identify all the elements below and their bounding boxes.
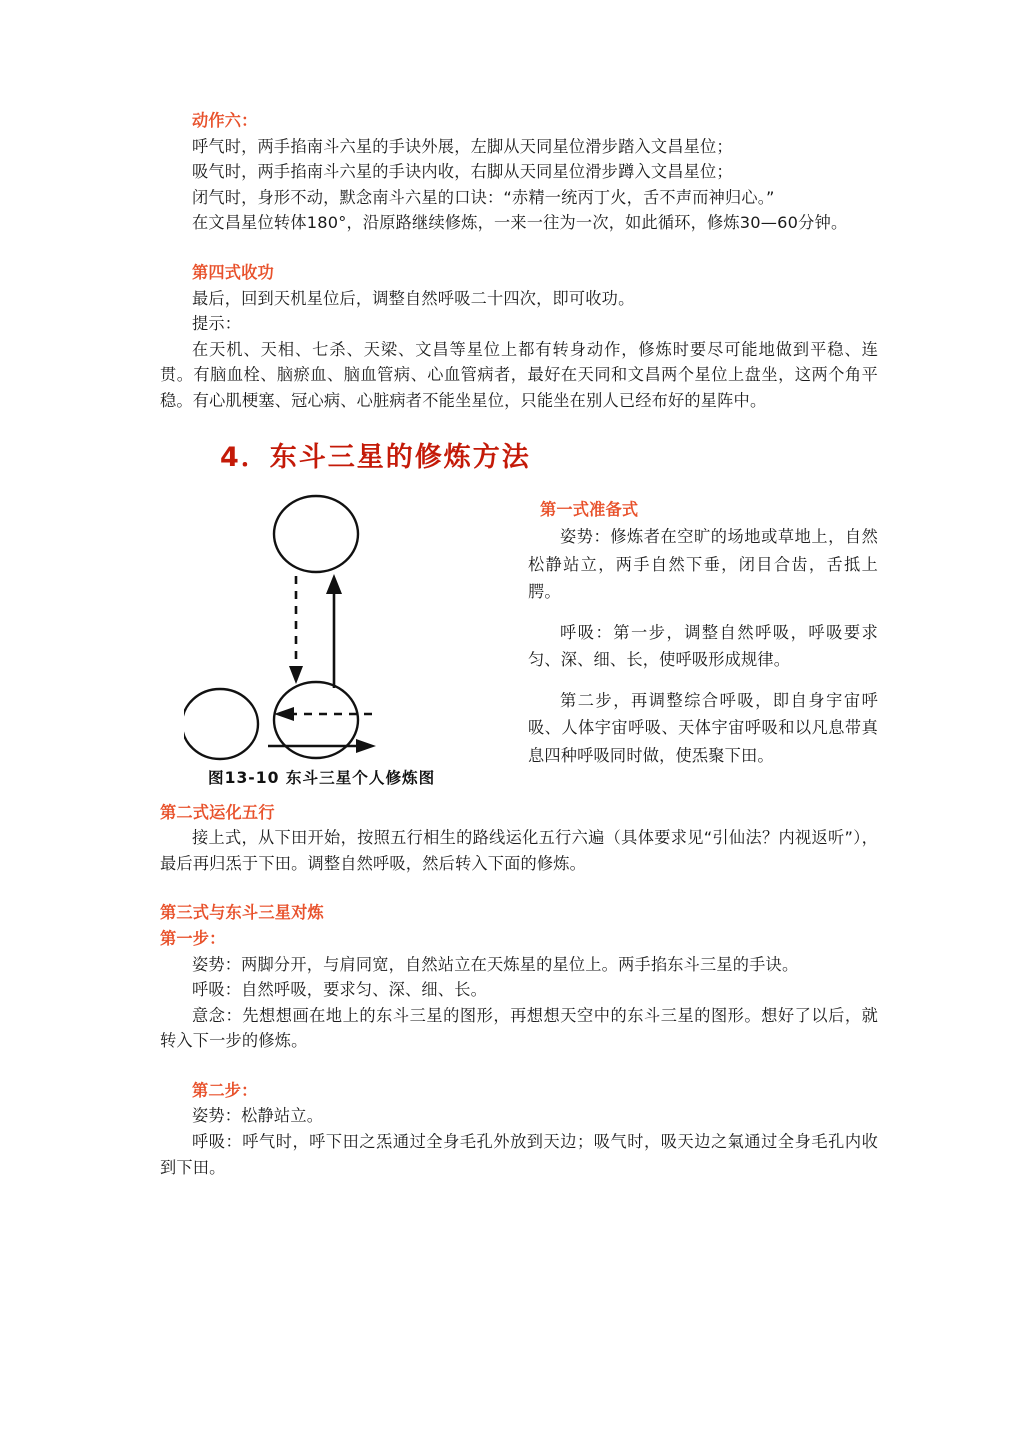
page-content xyxy=(160,108,878,1180)
solid-up-arrow xyxy=(326,574,342,688)
spacer xyxy=(160,236,878,260)
step-one-breath: 呼吸：自然呼吸，要求匀、深、细、长。 xyxy=(192,980,487,1000)
second-form-body: 接上式，从下田开始，按照五行相生的路线运化五行六遍（具体要求见“引仙法？内视返听”），最后再归炁于下田。调整自然呼吸，然后转入下面的修炼。 xyxy=(160,828,878,873)
first-form-breath-2: 第二步，再调整综合呼吸，即自身宇宙呼吸、人体宇宙呼吸、天体宇宙呼吸和以凡息带真息四种呼吸同时做，使炁聚下田。 xyxy=(528,690,878,765)
third-form-heading: 第三式与东斗三星对炼 xyxy=(160,903,324,923)
figure-and-side-column xyxy=(160,488,878,800)
spacer xyxy=(528,674,878,687)
fourth-form-note: 在天机、天相、七杀、天梁、文昌等星位上都有转身动作，修炼时要尽可能地做到平稳、连贯。有脑血栓、脑瘀血、脑血管病、心血管病者，最好在天同和文昌两个星位上盘坐，这两个角平稳。有心肌梗塞、冠心病、心脏病者不能坐星位，只能坐在别人已经布好的星阵中。 xyxy=(160,339,878,410)
second-form-heading: 第二式运化五行 xyxy=(160,802,275,822)
first-form-heading: 第一式准备式 xyxy=(540,499,639,519)
dashed-down-arrow xyxy=(289,576,303,684)
action-six-line-4: 在文昌星位转体180°，沿原路继续修炼，一来一往为一次，如此循环，修炼30—60分钟。 xyxy=(192,213,848,233)
fourth-form-line-2: 提示： xyxy=(192,314,242,334)
side-column xyxy=(528,496,878,770)
spacer xyxy=(160,876,878,900)
figure-caption: 图13-10 东斗三星个人修炼图 xyxy=(208,768,436,787)
top-circle xyxy=(274,496,358,572)
third-form-step-one-heading: 第一步： xyxy=(160,928,226,948)
action-six-line-2: 吸气时，两手掐南斗六星的手诀内收，右脚从天同星位滑步蹲入文昌星位； xyxy=(192,162,733,182)
step-one-posture: 姿势：两脚分开，与肩同宽，自然站立在天炼星的星位上。两手掐东斗三星的手诀。 xyxy=(192,954,799,974)
action-six-line-3: 闭气时，身形不动，默念南斗六星的口诀：“赤精一统丙丁火，舌不声而神归心。” xyxy=(192,187,775,207)
section-action-six xyxy=(160,108,878,236)
step-two-posture: 姿势：松静站立。 xyxy=(192,1106,324,1126)
first-form-posture: 姿势：修炼者在空旷的场地或草地上，自然松静站立，两手自然下垂，闭目合齿，舌抵上腭。 xyxy=(528,527,878,602)
section-second-form xyxy=(160,800,878,877)
action-six-heading: 动作六： xyxy=(192,111,258,130)
section-fourth-form xyxy=(160,260,878,414)
section-third-form-step-two xyxy=(160,1078,878,1180)
cultivation-diagram xyxy=(184,488,514,800)
fourth-form-heading: 第四式收功 xyxy=(192,262,274,282)
step-two-breath: 呼吸：呼气时，呼下田之炁通过全身毛孔外放到天边；吸气时，吸天边之氣通过全身毛孔内收到下田。 xyxy=(160,1132,878,1177)
action-six-line-1: 呼气时，两手掐南斗六星的手诀外展，左脚从天同星位滑步踏入文昌星位； xyxy=(192,136,733,156)
page-title: 4．东斗三星的修炼方法 xyxy=(220,441,531,473)
section-third-form xyxy=(160,900,878,1054)
spacer xyxy=(160,1054,878,1078)
step-one-mind: 意念：先想想画在地上的东斗三星的图形，再想想天空中的东斗三星的图形。想好了以后，就转入下一步的修炼。 xyxy=(160,1005,878,1051)
first-form-breath-1: 呼吸：第一步，调整自然呼吸，呼吸要求匀、深、细、长，使呼吸形成规律。 xyxy=(528,622,878,670)
bottom-left-circle xyxy=(184,689,258,759)
third-form-step-two-heading: 第二步： xyxy=(192,1080,258,1100)
fourth-form-line-1: 最后，回到天机星位后，调整自然呼吸二十四次，即可收功。 xyxy=(192,288,635,308)
spacer xyxy=(528,606,878,619)
solid-right-arrow xyxy=(268,739,376,753)
